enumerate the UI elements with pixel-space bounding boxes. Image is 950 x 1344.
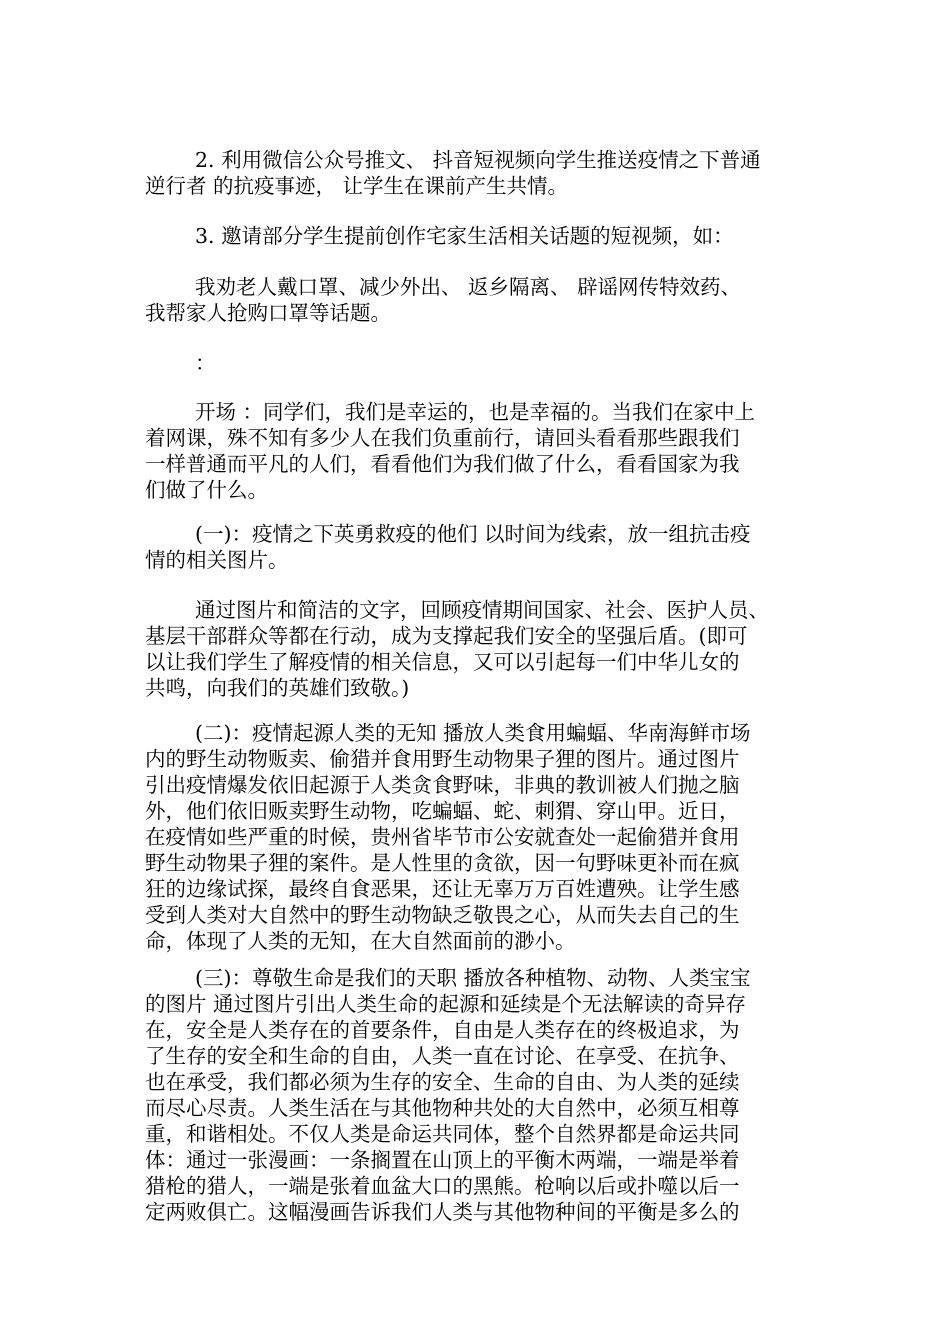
text-line: 在疫情如些严重的时候，贵州省毕节市公安就查处一起偷猎并食用 [145, 825, 740, 849]
text-line: 一样普通而平凡的人们，看看他们为我们做了什么，看看国家为我 [145, 452, 740, 476]
paragraph-1 [145, 147, 810, 199]
text-line: 狂的边缘试探，最终自食恶果，还让无辜万万百姓遭殃。让学生感 [145, 877, 740, 901]
text-line: 通过图片和简洁的文字，回顾疫情期间国家、社会、医护人员、 [195, 598, 769, 622]
text-line: 重，和谐相处。不仅人类是命运共同体，整个自然界都是命运共同 [145, 1122, 740, 1146]
text-line: 2. 利用微信公众号推文、 抖音短视频向学生推送疫情之下普通 [195, 148, 761, 172]
text-line: 了生存的安全和生命的自由，人类一直在讨论、在享受、在抗争、 [145, 1044, 740, 1068]
text-line: 3. 邀请部分学生提前创作宅家生活相关话题的短视频，如： [195, 224, 734, 248]
text-line: 体：通过一张漫画：一条搁置在山顶上的平衡木两端，一端是举着 [145, 1148, 740, 1172]
paragraph-8 [145, 720, 810, 954]
paragraph-9 [145, 965, 810, 1225]
text-line: 引出疫情爆发依旧起源于人类贪食野味，非典的教训被人们抛之脑 [145, 773, 740, 797]
text-line: 也在承受，我们都必须为生存的安全、生命的自由、为人类的延续 [145, 1070, 740, 1094]
text-line: 我劝老人戴口罩、减少外出、 返乡隔离、 辟谣网传特效药、 [195, 275, 742, 299]
paragraph-2 [145, 223, 810, 249]
text-line: 开场 ：同学们，我们是幸运的，也是幸福的。当我们在家中上 [195, 400, 756, 424]
paragraph-7 [145, 597, 810, 701]
text-line: 基层干部群众等都在行动，成为支撑起我们安全的坚强后盾。(即可 [145, 624, 748, 648]
text-line: 以让我们学生了解疫情的相关信息，又可以引起每一们中华儿女的 [145, 650, 740, 674]
text-line: 共鸣，向我们的英雄们致敬。) [145, 676, 410, 700]
text-line: 在，安全是人类存在的首要条件，自由是人类存在的终极追求，为 [145, 1018, 740, 1042]
text-line: 的图片 通过图片引出人类生命的起源和延续是个无法解读的奇异存 [145, 992, 747, 1016]
text-line: 情的相关图片。 [145, 548, 289, 572]
text-line: 命，体现了人类的无知，在大自然面前的渺小。 [145, 929, 576, 953]
text-line: 野生动物果子狸的案件。是人性里的贪欲，因一句野味更补而在疯 [145, 851, 740, 875]
text-line: (二)：疫情起源人类的无知 播放人类食用蝙蝠、华南海鲜市场 [195, 721, 751, 745]
paragraph-6 [145, 521, 810, 573]
text-line: 逆行者 的抗疫事迹， 让学生在课前产生共情。 [145, 174, 569, 198]
paragraph-3 [145, 274, 810, 326]
text-line: 内的野生动物贩卖、偷猎并食用野生动物果子狸的图片。通过图片 [145, 747, 740, 771]
text-line: ： [195, 351, 216, 375]
paragraph-4 [145, 350, 810, 376]
text-line: 着网课，殊不知有多少人在我们负重前行，请回头看看那些跟我们 [145, 426, 740, 450]
text-line: (一)：疫情之下英勇救疫的他们 以时间为线索，放一组抗击疫 [195, 522, 751, 546]
text-line: 们做了什么。 [145, 478, 268, 502]
text-line: 而尽心尽责。人类生活在与其他物种共处的大自然中，必须互相尊 [145, 1096, 740, 1120]
text-line: 外，他们依旧贩卖野生动物，吃蝙蝠、蛇、刺猬、穿山甲。近日， [145, 799, 740, 823]
text-line: 受到人类对大自然中的野生动物缺乏敬畏之心，从而失去自己的生 [145, 903, 740, 927]
paragraph-5 [145, 399, 810, 503]
text-line: 我帮家人抢购口罩等话题。 [145, 301, 391, 325]
text-line: 猎枪的猎人，一端是张着血盆大口的黑熊。枪响以后或扑噬以后一 [145, 1174, 740, 1198]
text-line: (三)：尊敬生命是我们的天职 播放各种植物、动物、人类宝宝 [195, 966, 751, 990]
text-line: 定两败俱亡。这幅漫画告诉我们人类与其他物种间的平衡是多么的 [145, 1200, 740, 1224]
